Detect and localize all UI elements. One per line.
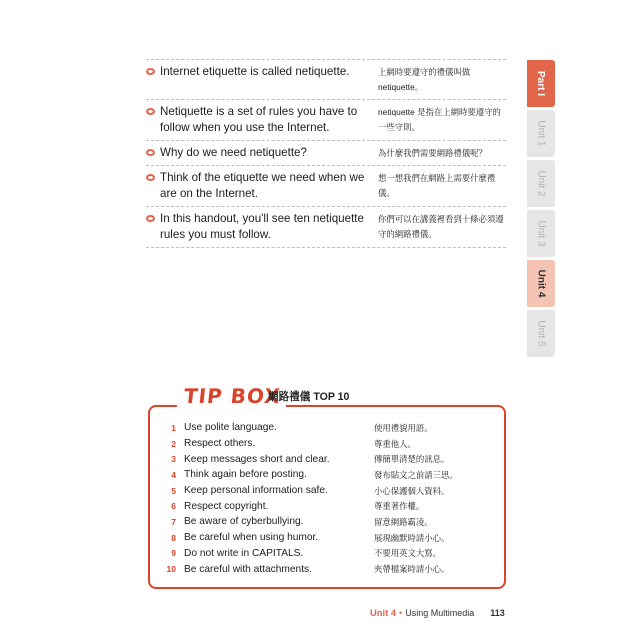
bullet-icon: [146, 149, 155, 156]
item-number: 3: [171, 454, 176, 465]
footer-topic: Using Multimedia: [405, 608, 475, 618]
tab-part-1[interactable]: [527, 60, 555, 107]
tab-label: Unit 3: [535, 220, 547, 247]
sentence-zh: 想一想我們在網路上需要什麼禮儀。: [378, 173, 496, 198]
item-number: 6: [171, 501, 176, 512]
bullet-icon: [146, 68, 155, 75]
item-number: 4: [171, 469, 176, 480]
list-item: [156, 436, 498, 452]
item-zh: 展現幽默時請小心。: [374, 532, 450, 543]
sentence-table: [146, 59, 506, 248]
item-zh: 不要用英文大寫。: [374, 548, 441, 559]
list-item: [156, 530, 498, 546]
sentence-row: [146, 166, 506, 207]
item-number: 1: [171, 422, 176, 433]
item-en: Be aware of cyberbullying.: [184, 516, 304, 528]
list-item: [156, 546, 498, 562]
bullet-icon: [146, 215, 155, 222]
item-en: Do not write in CAPITALS.: [184, 547, 304, 559]
item-number: 9: [171, 548, 176, 559]
footer-separator: •: [399, 608, 403, 618]
sentence-en: Internet etiquette is called netiquette.: [160, 65, 350, 78]
item-en: Keep personal information safe.: [184, 485, 328, 497]
item-number: 7: [171, 516, 176, 527]
side-tabs: [527, 60, 555, 360]
item-number: 2: [171, 438, 176, 449]
item-en: Respect others.: [184, 438, 256, 450]
tab-label: Part I: [535, 70, 547, 97]
tab-label: Unit 1: [535, 120, 547, 147]
tab-unit-1[interactable]: [527, 110, 555, 157]
list-item: [156, 483, 498, 499]
sentence-row: [146, 100, 506, 141]
tip-box-header: [148, 385, 506, 407]
tab-unit-5[interactable]: [527, 310, 555, 357]
sentence-row: [146, 141, 506, 166]
item-zh: 夾帶檔案時請小心。: [374, 564, 450, 575]
bullet-icon: [146, 174, 155, 181]
list-item: [156, 420, 498, 436]
tab-unit-3[interactable]: [527, 210, 555, 257]
item-en: Be careful with attachments.: [184, 563, 312, 575]
sentence-row: [146, 59, 506, 100]
tab-label: Unit 4: [535, 269, 547, 298]
list-item: [156, 467, 498, 483]
tab-unit-2[interactable]: [527, 160, 555, 207]
sentence-en: Why do we need netiquette?: [160, 146, 307, 159]
item-zh: 留意網路霸凌。: [374, 516, 433, 527]
tip-box: [148, 385, 506, 589]
item-number: 8: [171, 532, 176, 543]
tab-label: Unit 5: [535, 320, 547, 347]
sentence-zh: 你們可以在講義裡看到十條必須遵守的網路禮儀。: [378, 214, 504, 239]
item-zh: 尊重著作權。: [374, 501, 425, 512]
tab-unit-4[interactable]: [527, 260, 555, 307]
sentence-zh: 上網時要遵守的禮儀叫做 netiquette。: [378, 67, 471, 92]
item-zh: 小心保護個人資料。: [374, 485, 450, 496]
tip-box-badge: TIP BOX: [177, 385, 288, 407]
item-en: Be careful when using humor.: [184, 532, 319, 544]
list-item: [156, 498, 498, 514]
list-item: [156, 561, 498, 577]
list-item: [156, 451, 498, 467]
page-footer: [370, 607, 505, 618]
item-zh: 尊重他人。: [374, 438, 416, 449]
item-number: 10: [166, 564, 176, 575]
sentence-en: Netiquette is a set of rules you have to follow when you use the Internet.: [160, 105, 358, 134]
item-zh: 使用禮貌用語。: [374, 422, 433, 433]
item-en: Respect copyright.: [184, 500, 269, 512]
tip-box-subtitle: 網路禮儀 TOP 10: [268, 391, 350, 403]
sentence-zh: netiquette 是指在上網時要遵守的一些守則。: [378, 107, 501, 132]
item-en: Keep messages short and clear.: [184, 453, 330, 465]
tip-box-list: [148, 405, 506, 589]
page-number: 113: [490, 608, 505, 618]
item-zh: 傳簡單清楚的訊息。: [374, 454, 450, 465]
item-zh: 發布貼文之前請三思。: [374, 469, 458, 480]
sentence-zh: 為什麼我們需要網路禮儀呢？: [378, 148, 487, 158]
bullet-icon: [146, 108, 155, 115]
sentence-en: In this handout, you'll see ten netiquette rules you must follow.: [160, 212, 364, 241]
item-number: 5: [171, 485, 176, 496]
tab-label: Unit 2: [535, 170, 547, 197]
sentence-row: [146, 207, 506, 248]
footer-unit: Unit 4: [370, 607, 397, 618]
item-en: Think again before posting.: [184, 469, 307, 481]
item-en: Use polite language.: [184, 422, 277, 434]
list-item: [156, 514, 498, 530]
sentence-en: Think of the etiquette we need when we are on the Internet.: [160, 171, 365, 200]
